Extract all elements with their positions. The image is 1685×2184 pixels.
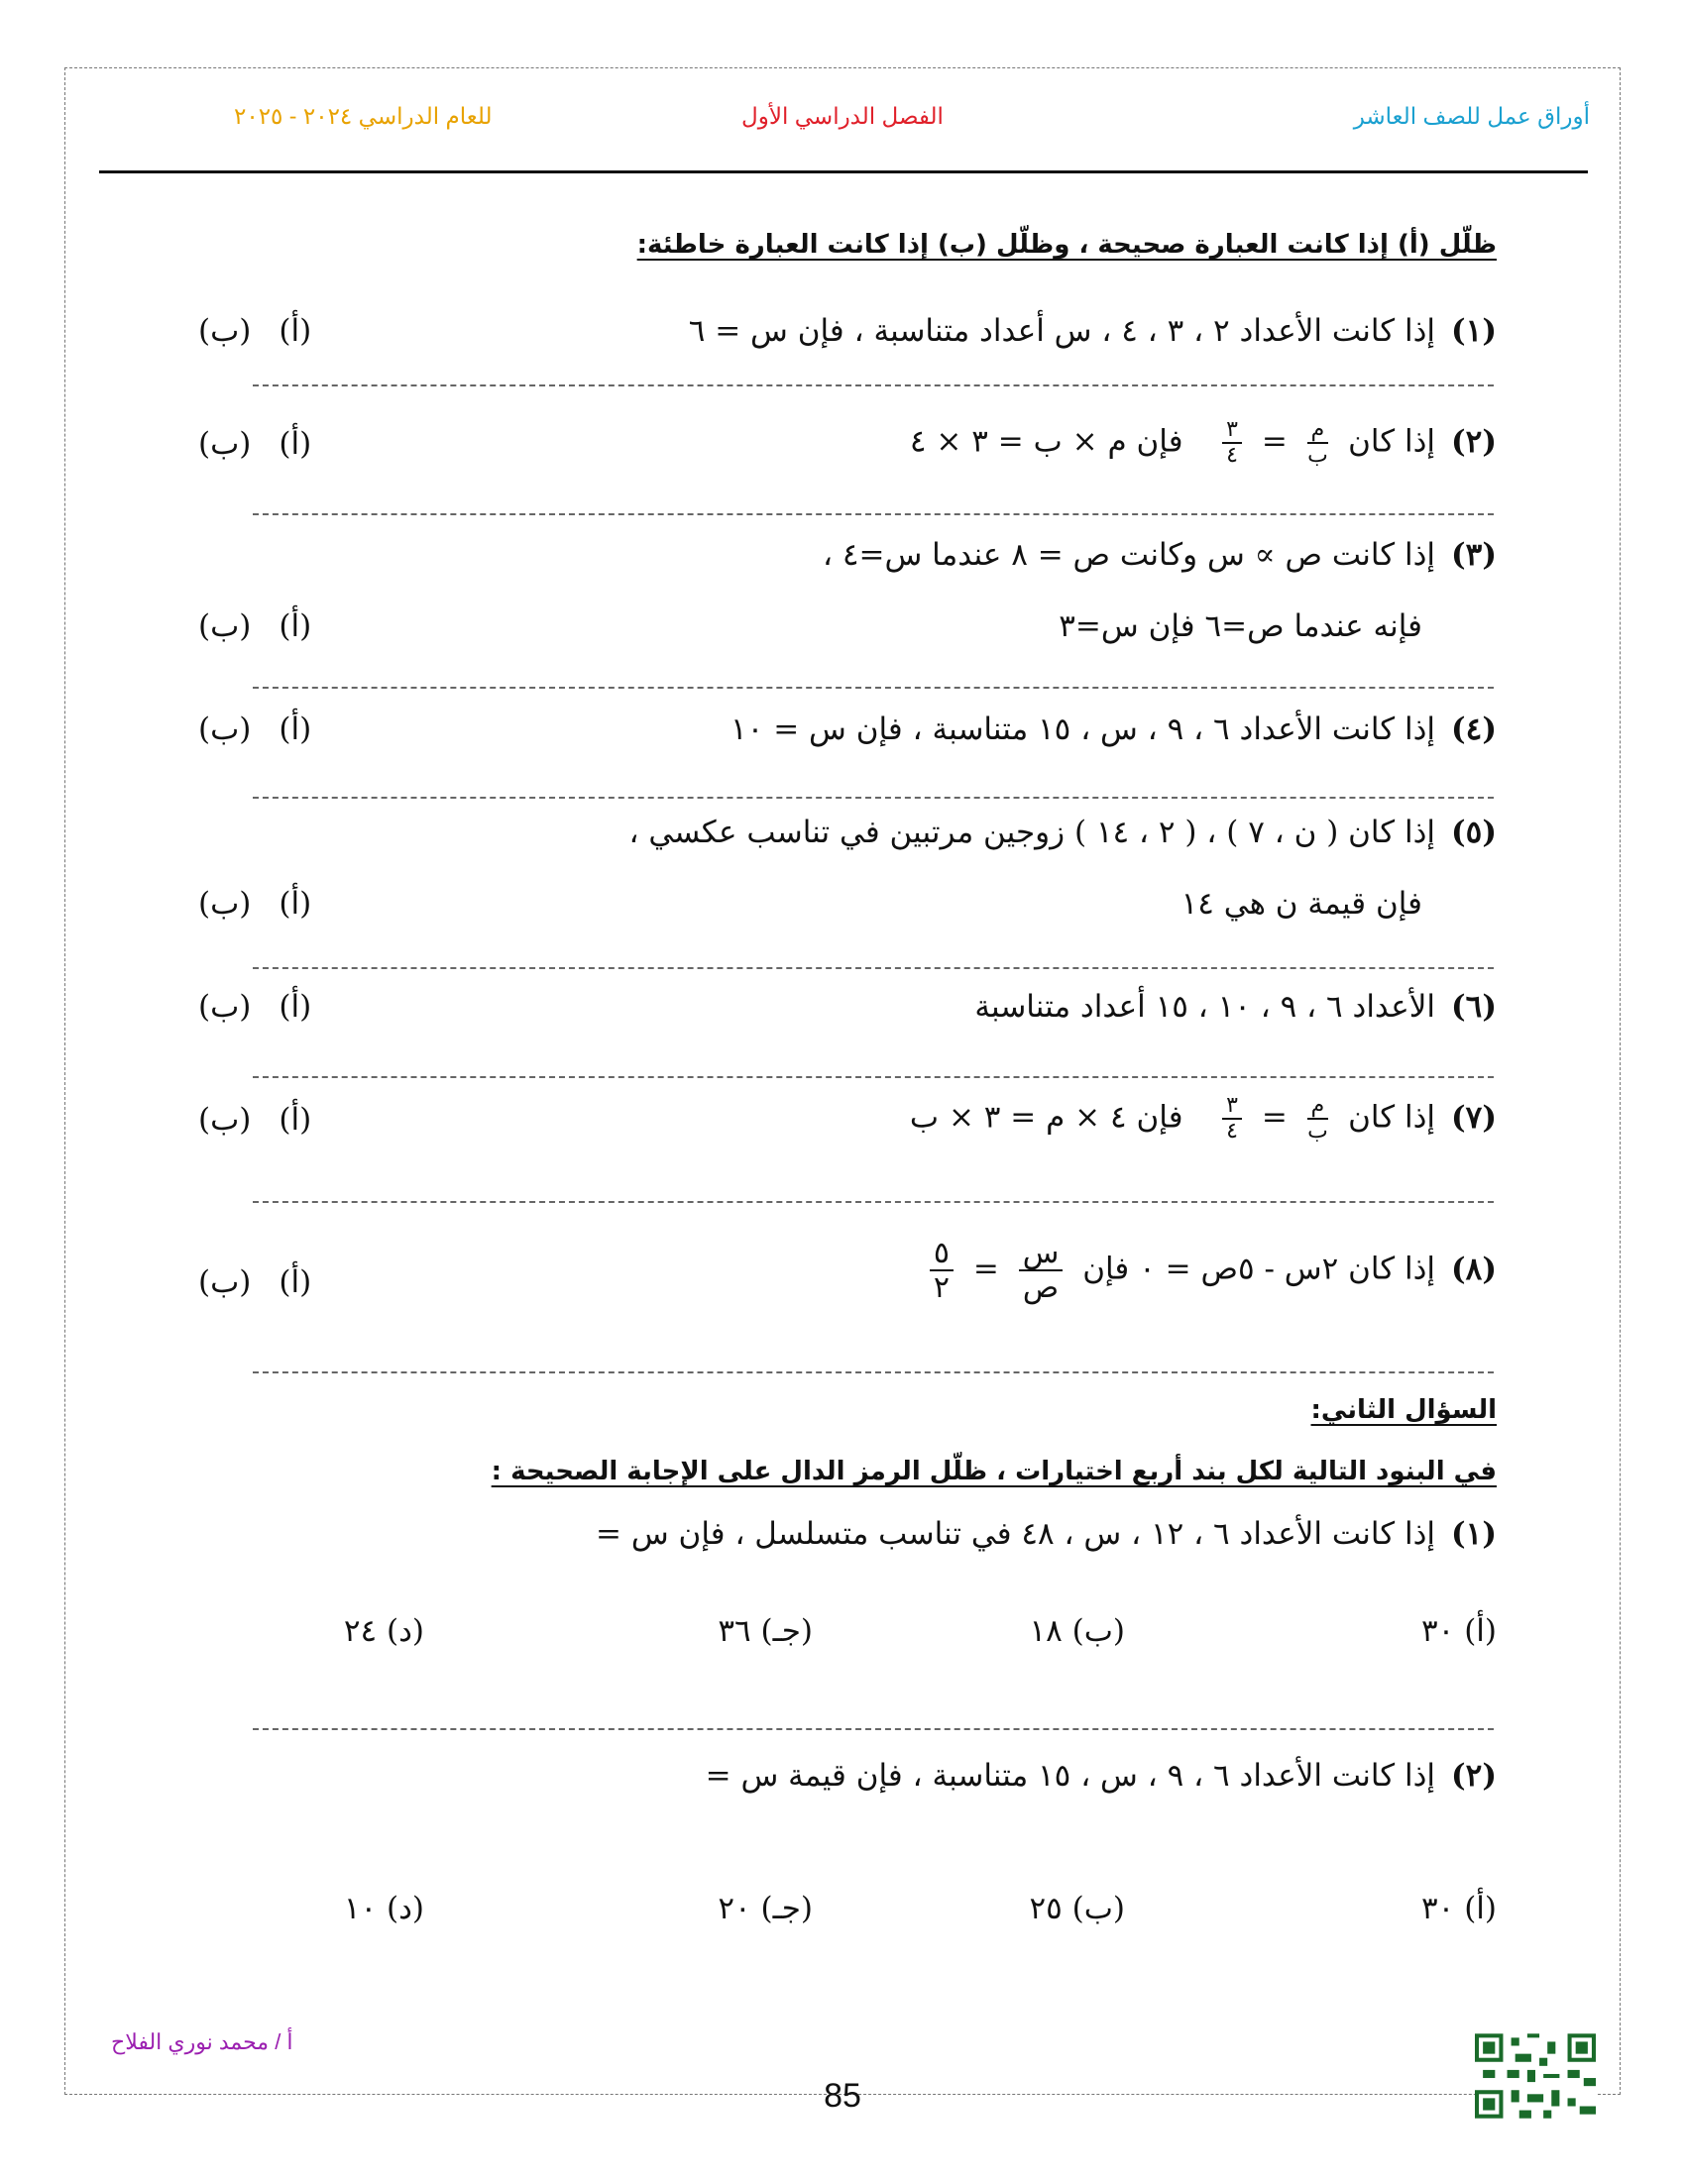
qr-code-icon[interactable] xyxy=(1475,2033,1596,2119)
fraction-x-over-y xyxy=(1019,1237,1064,1304)
separator xyxy=(253,1076,1494,1078)
tf-item-8 xyxy=(920,1237,1497,1304)
item-number: (٢) xyxy=(1451,1758,1497,1794)
denominator: ٤ xyxy=(1226,443,1238,469)
numerator: ٣ xyxy=(1222,418,1242,444)
tf-options-8[interactable] xyxy=(198,1264,339,1300)
tf-options-3[interactable] xyxy=(198,608,339,644)
item-number: (٣) xyxy=(1451,537,1497,573)
option-a[interactable]: (أ) xyxy=(279,886,312,922)
option-b[interactable]: (ب) xyxy=(198,1102,252,1138)
numerator: م xyxy=(1307,1094,1329,1120)
item-number: (٢) xyxy=(1451,423,1497,460)
equals: = xyxy=(1261,1099,1288,1136)
header-semester: الفصل الدراسي الأول xyxy=(741,103,944,129)
separator xyxy=(253,1371,1494,1373)
option-b[interactable]: (ب) xyxy=(198,711,252,747)
option-a[interactable]: (أ) xyxy=(279,989,312,1025)
tf-item-3 xyxy=(823,537,1497,573)
item-number: (٧) xyxy=(1451,1099,1497,1136)
separator xyxy=(253,1728,1494,1730)
equals: = xyxy=(1261,423,1288,460)
item-text: إذا كانت الأعداد ٦ ، ٩ ، س ، ١٥ متناسبة ، فإن قيمة س = xyxy=(705,1758,1435,1794)
numerator: ٥ xyxy=(930,1237,954,1271)
denominator: ص xyxy=(1022,1270,1060,1305)
numerator: م xyxy=(1307,418,1329,444)
item-text: إذا كانت ص ∝ س وكانت ص = ٨ عندما س=٤ ، xyxy=(822,537,1435,573)
item-pre: إذا كان xyxy=(1348,423,1435,460)
item-post: فإن م × ب = ٣ × ٤ xyxy=(909,423,1183,460)
item-pre: إذا كان xyxy=(1348,1099,1435,1136)
tf-item-6 xyxy=(974,989,1497,1025)
item-number: (٦) xyxy=(1451,989,1497,1025)
separator xyxy=(253,967,1494,969)
choice-d[interactable]: (د) ٢٤ xyxy=(343,1613,424,1649)
item-number: (١) xyxy=(1451,313,1497,349)
option-a[interactable]: (أ) xyxy=(279,313,312,349)
denominator: ب xyxy=(1307,443,1328,469)
numerator: س xyxy=(1019,1237,1064,1271)
fraction-a-over-b xyxy=(1307,418,1329,468)
separator xyxy=(253,513,1494,515)
tf-item-5-continuation: فإن قيمة ن هي ١٤ xyxy=(1180,886,1422,922)
tf-options-4[interactable] xyxy=(198,711,339,747)
tf-options-1[interactable] xyxy=(198,313,339,349)
denominator: ٢ xyxy=(933,1270,951,1305)
equals: = xyxy=(972,1251,999,1287)
item-text: إذا كانت الأعداد ٦ ، ١٢ ، س ، ٤٨ في تناسب متسلسل ، فإن س = xyxy=(596,1516,1435,1552)
header-divider xyxy=(99,170,1588,173)
mcq-item-2 xyxy=(706,1758,1497,1794)
tf-item-1 xyxy=(689,313,1497,349)
option-b[interactable]: (ب) xyxy=(198,989,252,1025)
header-grade: أوراق عمل للصف العاشر xyxy=(1353,103,1590,129)
tf-options-5[interactable] xyxy=(198,886,339,922)
choice-d[interactable]: (د) ١٠ xyxy=(343,1891,424,1926)
choice-c[interactable]: (جـ) ٢٠ xyxy=(718,1891,813,1926)
separator xyxy=(253,1201,1494,1203)
item-number: (٤) xyxy=(1451,711,1497,747)
tf-options-2[interactable] xyxy=(198,426,339,462)
option-b[interactable]: (ب) xyxy=(198,608,252,644)
item-number: (١) xyxy=(1451,1516,1497,1552)
choice-c[interactable]: (جـ) ٣٦ xyxy=(718,1613,813,1649)
header-year: للعام الدراسي ٢٠٢٤ - ٢٠٢٥ xyxy=(234,103,493,129)
item-text: إذا كان ( ن ، ٧ ) ، ( ٢ ، ١٤ ) زوجين مرتبين في تناسب عكسي ، xyxy=(628,815,1435,850)
mcq-item-1 xyxy=(596,1516,1497,1552)
fraction-3-over-4 xyxy=(1222,1094,1242,1144)
option-b[interactable]: (ب) xyxy=(198,426,252,462)
item-text: إذا كانت الأعداد ٢ ، ٣ ، ٤ ، س أعداد متناسبة ، فإن س = ٦ xyxy=(688,313,1435,349)
fraction-5-over-2 xyxy=(930,1237,954,1304)
page-number: 85 xyxy=(824,2077,861,2115)
choice-a[interactable]: (أ) ٣٠ xyxy=(1421,1891,1497,1926)
item-number: (٨) xyxy=(1451,1251,1497,1287)
item-number: (٥) xyxy=(1451,815,1497,850)
choice-a[interactable]: (أ) ٣٠ xyxy=(1421,1613,1497,1649)
separator xyxy=(253,797,1494,799)
section2-instruction: في البنود التالية لكل بند أربع اختيارات ، ظلّل الرمز الدال على الإجابة الصحيحة : xyxy=(491,1457,1497,1486)
item-text: إذا كانت الأعداد ٦ ، ٩ ، س ، ١٥ متناسبة ، فإن س = ١٠ xyxy=(730,711,1435,747)
tf-item-3-continuation: فإنه عندما ص=٦ فإن س=٣ xyxy=(1059,608,1422,644)
denominator: ٤ xyxy=(1226,1119,1238,1145)
option-a[interactable]: (أ) xyxy=(279,426,312,462)
separator xyxy=(253,384,1494,386)
tf-item-2 xyxy=(910,418,1497,468)
choice-b[interactable]: (ب) ١٨ xyxy=(1029,1613,1125,1649)
fraction-a-over-b xyxy=(1307,1094,1329,1144)
item-post: فإن ٤ × م = ٣ × ب xyxy=(909,1099,1183,1136)
tf-item-4 xyxy=(730,711,1497,747)
author-name: أ / محمد نوري الفلاح xyxy=(111,2029,293,2054)
item-text: الأعداد ٦ ، ٩ ، ١٠ ، ١٥ أعداد متناسبة xyxy=(974,989,1435,1025)
section1-instruction: ظلّل (أ) إذا كانت العبارة صحيحة ، وظلّل (ب) إذا كانت العبارة خاطئة: xyxy=(636,230,1497,260)
option-b[interactable]: (ب) xyxy=(198,1264,252,1300)
option-a[interactable]: (أ) xyxy=(279,711,312,747)
section2-title: السؤال الثاني: xyxy=(1310,1395,1497,1425)
fraction-3-over-4 xyxy=(1222,418,1242,468)
tf-options-7[interactable] xyxy=(198,1102,339,1138)
tf-options-6[interactable] xyxy=(198,989,339,1025)
option-a[interactable]: (أ) xyxy=(279,608,312,644)
separator xyxy=(253,687,1494,689)
option-b[interactable]: (ب) xyxy=(198,886,252,922)
tf-item-7 xyxy=(910,1094,1497,1144)
tf-item-5 xyxy=(629,815,1498,850)
option-a[interactable]: (أ) xyxy=(279,1102,312,1138)
choice-b[interactable]: (ب) ٢٥ xyxy=(1029,1891,1125,1926)
item-pre: إذا كان ٢س - ٥ص = ٠ فإن xyxy=(1082,1251,1435,1287)
numerator: ٣ xyxy=(1222,1094,1242,1120)
denominator: ب xyxy=(1307,1119,1328,1145)
option-b[interactable]: (ب) xyxy=(198,313,252,349)
option-a[interactable]: (أ) xyxy=(279,1264,312,1300)
